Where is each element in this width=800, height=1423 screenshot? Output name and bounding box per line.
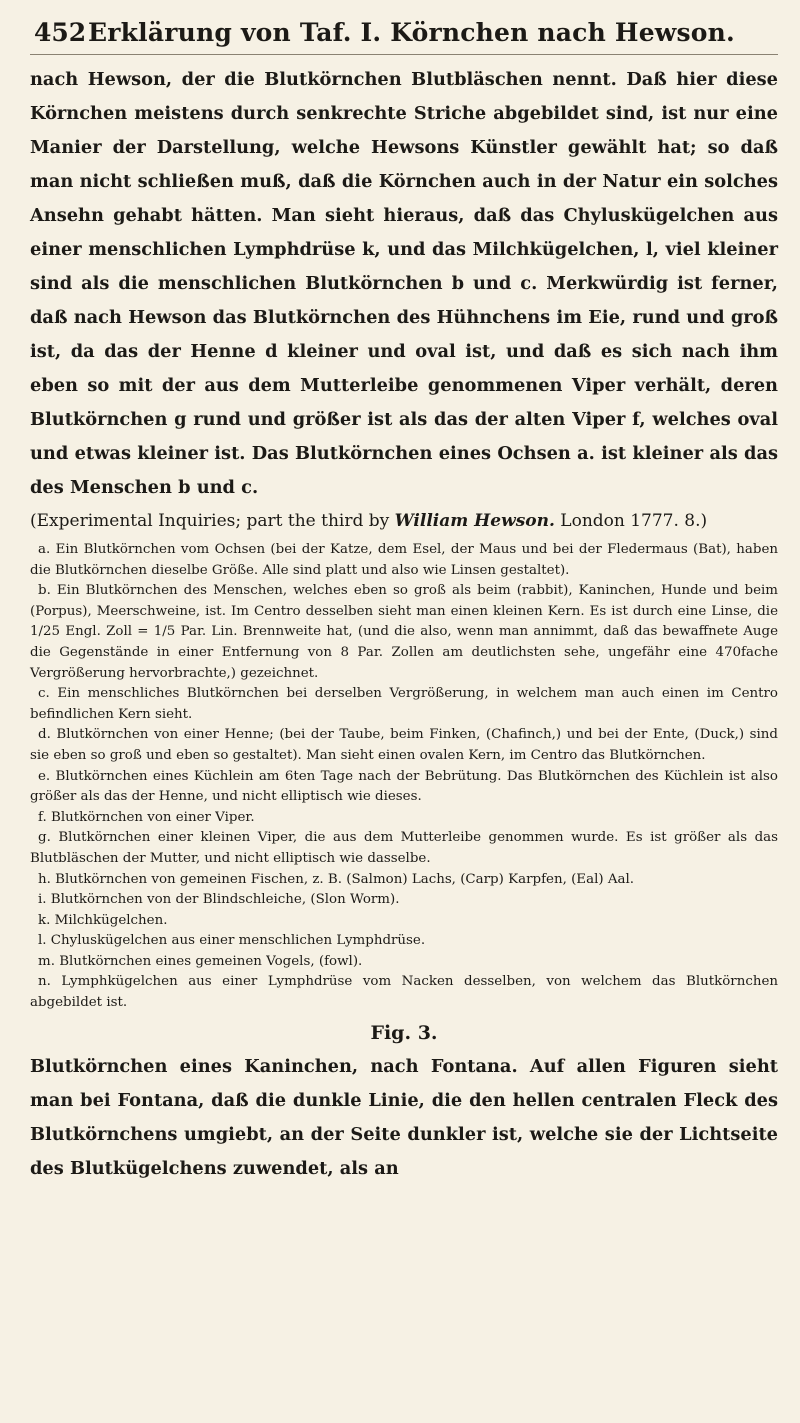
page-header [30,12,778,55]
citation-author: William Hewson. [394,511,555,531]
citation-text: (Experimental Inquiries; part the third by [30,511,395,531]
note-item: f. Blutkörnchen von einer Viper. [38,809,255,825]
note-item: a. Ein Blutkörnchen vom Ochsen (bei der Katze, dem Esel, der Maus und bei der Fledermaus (Bat), haben die Blutkörnchen dieselbe Größe. Alle sind platt und also wie Linsen gestaltet). [30,542,778,578]
figure-heading: Fig. 3. [370,1021,438,1044]
note-item: g. Blutkörnchen einer kleinen Viper, die aus dem Mutterleibe genommen wurde. Es ist größer als das Blutbläschen der Mutter, und nicht elliptisch wie dasselbe. [30,830,778,866]
note-item: e. Blutkörnchen eines Küchlein am 6ten Tage nach der Bebrütung. Das Blutkörnchen des Küchlein ist also größer als das der Henne, und nicht elliptisch wie dieses. [30,768,778,805]
note-item: n. Lymphkügelchen aus einer Lymphdrüse vom Nacken desselben, von welchem das Blutkörnchen abgebildet ist. [30,974,778,1011]
note-item: h. Blutkörnchen von gemeinen Fischen, z. B. (Salmon) Lachs, (Carp) Karpfen, (Eal) Aal. [38,871,635,887]
figure-notes [30,540,778,1014]
running-title: Erklärung von Taf. I. Körnchen nach Hewson. [88,18,735,47]
note-item: d. Blutkörnchen von einer Henne; (bei der Taube, beim Finken, (Chafinch,) und bei der Ente, (Duck,) sind sie eben so groß und eben so gestaltet). Man sieht einen ovalen Kern, im Centro das Blutkörnchen. [30,727,778,763]
note-item: b. Ein Blutkörnchen des Menschen, welches eben so groß als beim (rabbit), Kaninchen, Hunde und beim (Porpus), Meerschweine, ist. Im Centro desselben sieht man einen kleinen Kern. Es ist durch eine Linse, die 1/25 Engl. Zoll = 1/5 Par. Lin. Brennweite hat, (und die also, wenn man annimmt, daß das bewaffnete Auge die Gegenstände in einer Entfernung von 8 Par. Zollen am deutlichsten sehe, ungefähr eine 470fache Vergrößerung hervorbrachte,) gezeichnet. [30,583,778,681]
page-number: 452 [34,18,87,47]
note-item: m. Blutkörnchen eines gemeinen Vogels, (fowl). [38,953,363,969]
note-item: l. Chyluskügelchen aus einer menschlichen Lymphdrüse. [38,933,426,949]
citation-place: London 1777. 8.) [554,511,708,531]
note-item: i. Blutkörnchen von der Blindschleiche, (Slon Worm). [38,892,400,908]
body-paragraph: Blutkörnchen eines Kaninchen, nach Fontana. Auf allen Figuren sieht man bei Fontana, daß die dunkle Linie, die den hellen centralen Fleck des Blutkörnchens umgiebt, an der Seite dunkler ist, welche sie der Lichtseite des Blutkügelchens zuwendet, als an [30,1055,778,1179]
body-paragraph: nach Hewson, der die Blutkörnchen Blutbläschen nennt. Daß hier diese Körnchen meistens durch senkrechte Striche abgebildet sind, ist nur eine Manier der Darstellung, welche Hewsons Künstler gewählt hat; so daß man nicht schließen muß, daß die Körnchen auch in der Natur ein solches Ansehn gehabt hätten. Man sieht hieraus, daß das Chyluskügelchen aus einer menschlichen Lymphdrüse k, und das Milchkügelchen, l, viel kleiner sind als die menschlichen Blutkörnchen b und c. Merkwürdig ist ferner, daß nach Hewson das Blutkörnchen des Hühnchens im Eie, rund und groß ist, da das der Henne d kleiner und oval ist, und daß es sich nach ihm eben so mit der aus dem Mutterleibe genommenen Viper verhält, deren Blutkörnchen g rund und größer ist als das der alten Viper f, welches oval und etwas kleiner ist. Das Blutkörnchen eines Ochsen a. ist kleiner als das des Menschen b und c. [30,69,778,498]
citation [30,505,778,538]
note-item: c. Ein menschliches Blutkörnchen bei derselben Vergrößerung, in welchem man auch einen im Centro befindlichen Kern sieht. [30,686,778,722]
note-item: k. Milchkügelchen. [38,912,168,928]
